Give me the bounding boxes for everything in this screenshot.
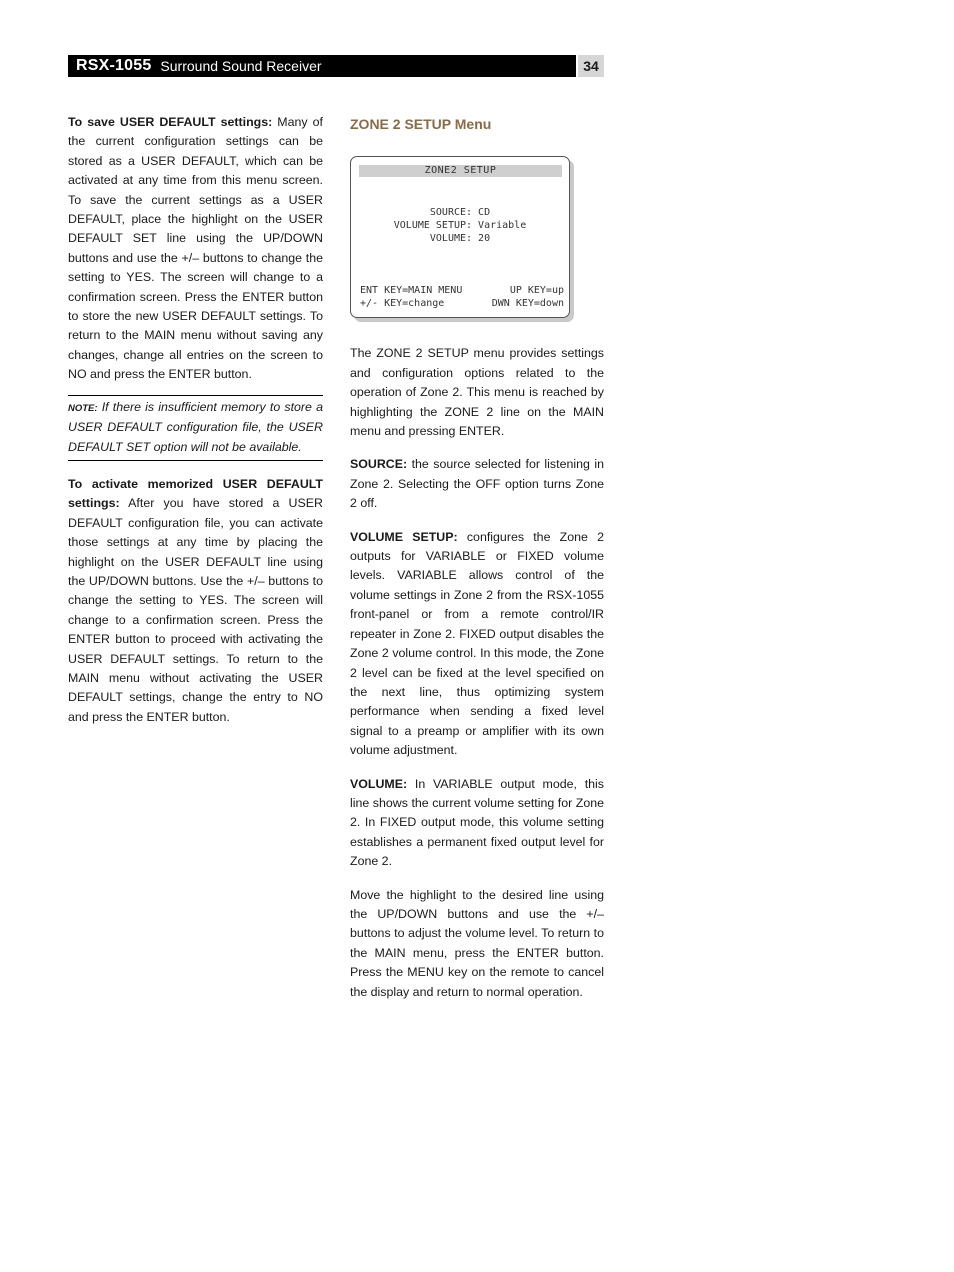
volume-heading: VOLUME: [350, 776, 408, 791]
save-user-default-text: Many of the current configuration settings can be stored as a USER DEFAULT, which can be activated at any time from this menu screen. To save the current settings as a USER DEFAULT, place the highlight on the USER DEFAULT SET line using the UP/DOWN buttons and use the +/– buttons to change the setting to YES. The screen will change to a confirmation screen. Press the ENTER button to store the new USER DEFAULT settings. To return to the MAIN menu without saving any changes, change all entries on the screen to NO and press the ENTER button. [68, 115, 323, 382]
note-text: If there is insufficient memory to store a USER DEFAULT configuration file, the USER DEFAULT SET option will not be available. [68, 399, 323, 454]
header-model: RSX-1055 [76, 57, 152, 74]
volume-setup-heading: VOLUME SETUP: [350, 529, 458, 544]
osd-volume-setup-line: VOLUME SETUP: Variable [393, 220, 527, 232]
osd-footer-row-2 [360, 297, 564, 310]
save-user-default-paragraph [68, 113, 323, 385]
zone2-setup-screen [350, 156, 570, 318]
osd-volume-line: VOLUME: 20 [429, 233, 491, 245]
page-number: 34 [578, 55, 604, 77]
activate-user-default-paragraph [68, 475, 323, 727]
header-subtitle: Surround Sound Receiver [160, 58, 322, 74]
osd-up-key: UP KEY=up [509, 285, 564, 297]
osd-down-key: DWN KEY=down [491, 298, 564, 310]
osd-box [350, 156, 570, 318]
volume-setup-text: configures the Zone 2 outputs for VARIABLE or FIXED volume levels. VARIABLE allows control of the volume settings in Zone 2 from the RSX-1055 front-panel or from a remote control/IR repeater in Zone 2. FIXED output disables the Zone 2 volume control. In this mode, the Zone 2 level can be fixed at the level specified on the next line, thus optimizing system performance when sending a fixed level signal to a preamp or amplifier with its own volume adjustment. [350, 529, 605, 758]
volume-text: In VARIABLE output mode, this line shows the current volume setting for Zone 2. In FIXED output mode, this volume setting establishes a permanent fixed output level for Zone 2. [350, 776, 604, 869]
osd-ent-key: ENT KEY=MAIN MENU [360, 285, 463, 297]
osd-title: ZONE2 SETUP [359, 165, 562, 177]
volume-paragraph [350, 775, 604, 872]
osd-footer-row-1 [360, 284, 564, 297]
source-heading: SOURCE: [350, 457, 408, 472]
source-paragraph [350, 455, 604, 513]
header-bar [68, 55, 576, 77]
activate-user-default-text: After you have stored a USER DEFAULT configuration file, you can activate those settings at any time by placing the highlight on the USER DEFAULT line using the UP/DOWN buttons. Use the +/– buttons to change the setting to YES. The screen will change to a confirmation screen. Press the ENTER button to proceed with activating the USER DEFAULT settings. To return to the MAIN menu without activating the USER DEFAULT settings, change the entry to NO and press the ENTER button. [68, 496, 323, 724]
note-label: NOTE: [68, 402, 98, 414]
left-column [68, 113, 323, 741]
volume-setup-paragraph [350, 528, 604, 761]
zone2-intro-paragraph: The ZONE 2 SETUP menu provides settings and configuration options related to the operation of Zone 2. This menu is reached by highlighting the ZONE 2 line on the MAIN menu and pressing ENTER. [350, 346, 604, 439]
activate-user-default-heading: To activate memorized USER DEFAULT settings: [68, 476, 323, 511]
save-user-default-heading: To save USER DEFAULT settings: [68, 115, 273, 129]
right-column [350, 113, 604, 1016]
source-text: the source selected for listening in Zone 2. Selecting the OFF option turns Zone 2 off. [350, 457, 604, 511]
note-box [68, 395, 323, 461]
section-heading: ZONE 2 SETUP Menu [350, 116, 492, 132]
osd-source-line: SOURCE: CD [429, 207, 491, 219]
osd-change-key: +/- KEY=change [360, 298, 445, 310]
final-paragraph: Move the highlight to the desired line using the UP/DOWN buttons and use the +/– buttons to adjust the volume level. To return to the MAIN menu, press the ENTER button. Press the MENU key on the remote to cancel the display and return to normal operation. [350, 887, 604, 999]
